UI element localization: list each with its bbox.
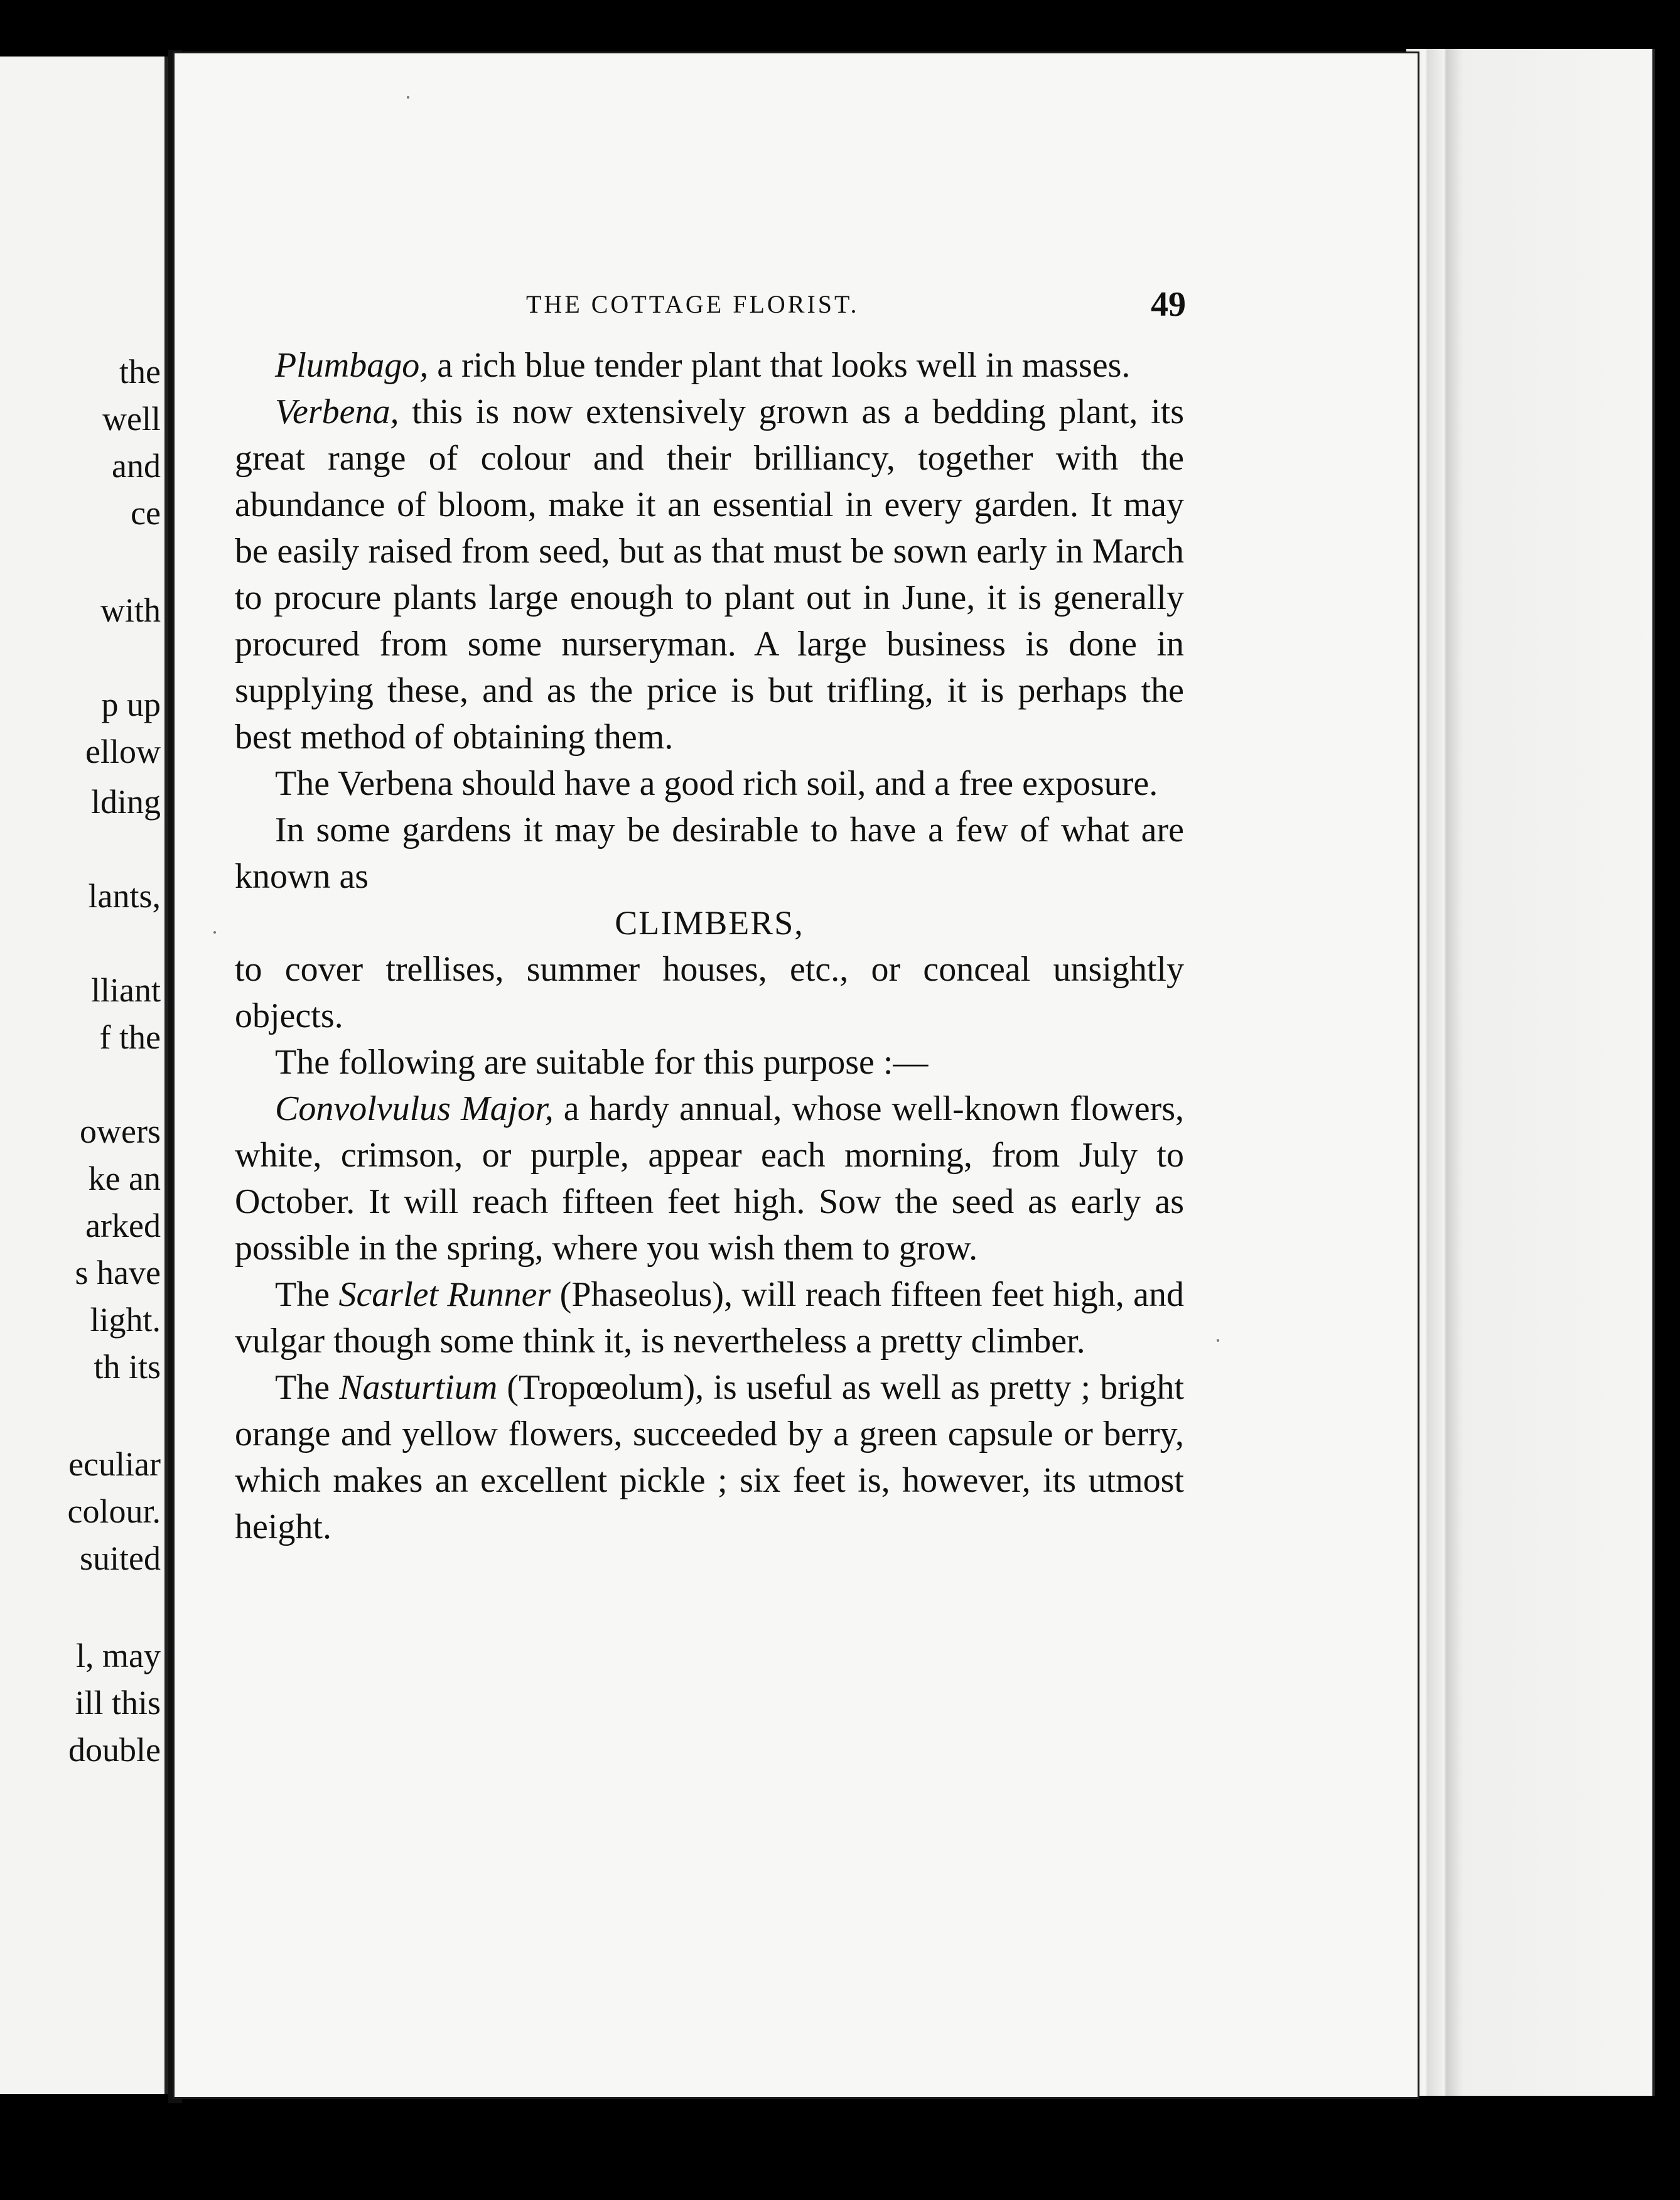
paragraph-text: (Tropœolum), is useful as well as pretty ; bright orange and yellow flowers, succeeded by a green capsule or berry, which makes an excellent pickle ; six feet is, however, its utmost height. [235, 1368, 1185, 1546]
paragraph-plumbago [235, 342, 1184, 389]
left-page-line: with [100, 591, 161, 629]
paragraph-intro-climbers: In some gardens it may be desirable to have a few of what are known as [235, 811, 1184, 896]
paragraph-text: this is now extensively grown as a bedding plant, its great range of colour and their brilliancy, together with the abundance of bloom, make it an essential in every garden. It may be easily raised from seed, but as that must be sown early in March to procure plants large enough to plant out in June, it is generally procured from some nurseryman. A large business is done in supplying these, and as the price is but trifling, it is perhaps the best method of obtaining them. [235, 392, 1184, 757]
paragraph-suitable: The following are suitable for this purpose :— [275, 1043, 929, 1082]
paragraph-text: (Phaseolus), will reach fifteen feet high, and vulgar though some think it, is nevertheless a pretty climber. [235, 1275, 1184, 1361]
paragraph-convolvulus [235, 1086, 1184, 1271]
left-page-line: ce [131, 494, 161, 532]
left-page-line: and [112, 447, 161, 485]
plant-name: Verbena, [275, 392, 399, 431]
paragraph-text: a hardy annual, whose well-known flowers, white, crimson, or purple, appear each morning, from July to October. It will reach fifteen feet high. Sow the seed as early as possible in the spring, where you wish them to grow. [235, 1089, 1185, 1268]
plant-name: Scarlet Runner [338, 1275, 551, 1314]
scan-speck [1217, 1339, 1219, 1342]
left-page-line: eculiar [68, 1445, 161, 1483]
left-page-line: ke an [88, 1160, 161, 1197]
paragraph-climbers-purpose: to cover trellises, summer houses, etc., or conceal unsightly objects. [235, 950, 1184, 1035]
left-page-line: lliant [91, 971, 161, 1009]
left-page-line: lants, [88, 877, 161, 915]
paragraph-text: a rich blue tender plant that looks well in masses. [428, 346, 1131, 385]
page-edges [1406, 49, 1655, 2096]
paragraph-scarlet-runner [235, 1271, 1184, 1364]
left-page-line: well [102, 400, 161, 438]
plant-name: Plumbago, [275, 346, 429, 385]
left-page-line: arked [85, 1207, 161, 1244]
right-page [175, 53, 1418, 2097]
paragraph-verbena [235, 389, 1184, 760]
left-page-line: p up [101, 686, 161, 723]
left-page-line: owers [80, 1113, 161, 1150]
left-page-line: s have [75, 1254, 161, 1291]
left-page-line: ellow [85, 733, 161, 770]
left-page-line: l, may [76, 1637, 161, 1674]
left-page-line: colour. [67, 1492, 161, 1530]
left-page-line: double [68, 1731, 161, 1769]
running-title: THE COTTAGE FLORIST. [526, 290, 859, 318]
plant-name: Convolvulus Major, [275, 1089, 554, 1128]
left-page-line: f the [99, 1018, 161, 1056]
left-page-line: th its [94, 1348, 161, 1386]
left-page-line: the [119, 353, 161, 391]
scan-speck [213, 931, 216, 934]
page-number: 49 [1151, 285, 1186, 324]
scan-speck [407, 96, 409, 99]
body-text [235, 342, 1184, 1550]
left-page-line: ill this [75, 1684, 161, 1722]
section-heading: CLIMBERS, [615, 904, 804, 942]
paragraph-verbena-soil: The Verbena should have a good rich soil, and a free exposure. [275, 764, 1158, 803]
left-page-line: light. [90, 1301, 161, 1339]
running-header [175, 285, 1418, 327]
paragraph-text: The [275, 1275, 339, 1314]
plant-name: Nasturtium [339, 1368, 498, 1407]
left-page-line: lding [90, 783, 161, 821]
left-page [0, 57, 168, 2094]
paragraph-nasturtium [235, 1364, 1184, 1550]
left-page-line: suited [80, 1539, 161, 1577]
paragraph-text: The [275, 1368, 340, 1407]
